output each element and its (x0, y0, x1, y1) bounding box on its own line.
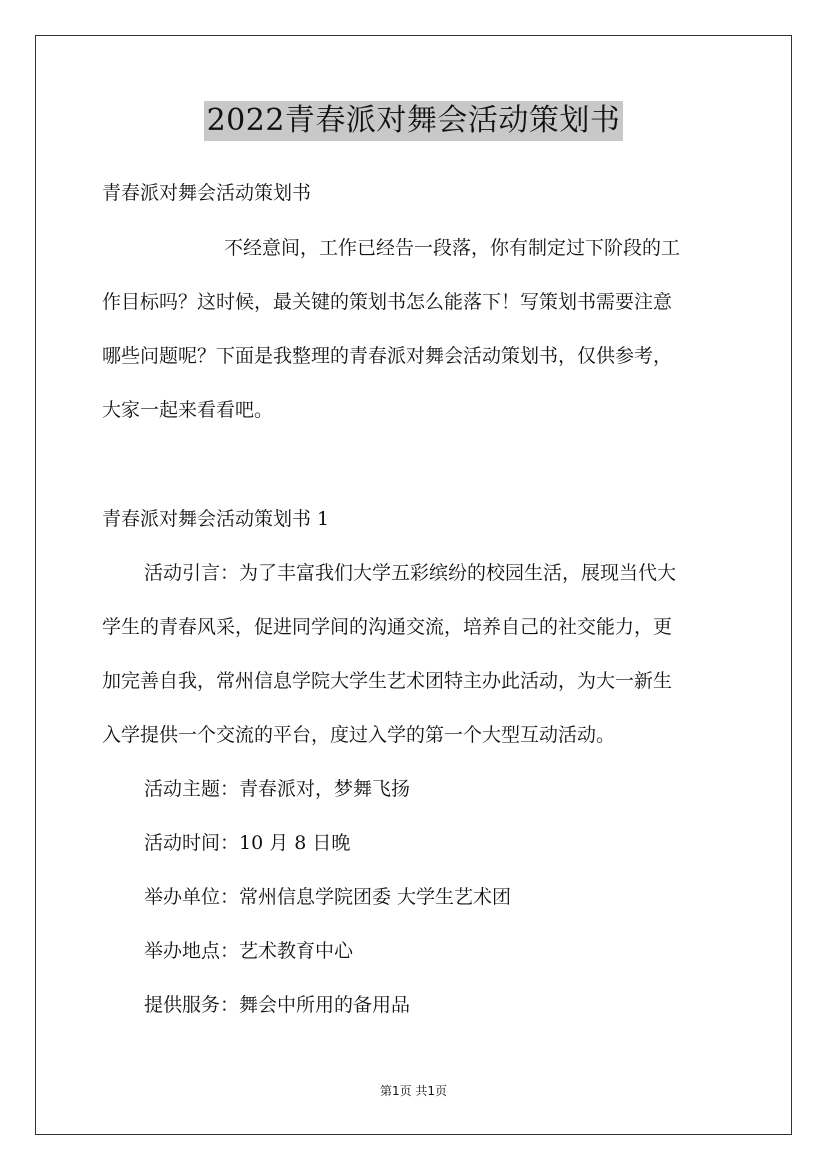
guide-line-4: 入学提供一个交流的平台，度过入学的第一个大型互动活动。 (102, 724, 616, 746)
detail-theme: 活动主题：青春派对，梦舞飞扬 (144, 778, 411, 800)
page-number: 第1页 共1页 (379, 1084, 448, 1098)
intro-line-4: 大家一起来看看吧。 (102, 399, 274, 421)
intro-line-3: 哪些问题呢？下面是我整理的青春派对舞会活动策划书，仅供参考， (102, 345, 673, 367)
document-title (0, 100, 827, 141)
guide-line-1: 活动引言：为了丰富我们大学五彩缤纷的校园生活，展现当代大 (144, 562, 677, 584)
detail-venue: 举办地点：艺术教育中心 (144, 940, 354, 962)
detail-time: 活动时间：10 月 8 日晚 (144, 832, 351, 854)
intro-line-1: 不经意间，工作已经告一段落，你有制定过下阶段的工 (224, 237, 681, 259)
guide-line-2: 学生的青春风采，促进同学间的沟通交流，培养自己的社交能力，更 (102, 616, 673, 638)
detail-services: 提供服务：舞会中所用的备用品 (144, 994, 411, 1016)
detail-organizer: 举办单位：常州信息学院团委 大学生艺术团 (144, 886, 512, 908)
document-subtitle: 青春派对舞会活动策划书 (102, 182, 312, 204)
section-heading: 青春派对舞会活动策划书 1 (102, 508, 330, 530)
guide-line-3: 加完善自我，常州信息学院大学生艺术团特主办此活动，为大一新生 (102, 670, 673, 692)
intro-line-2: 作目标吗？这时候，最关键的策划书怎么能落下！写策划书需要注意 (102, 291, 673, 313)
document-title-text: 2022青春派对舞会活动策划书 (204, 101, 624, 141)
